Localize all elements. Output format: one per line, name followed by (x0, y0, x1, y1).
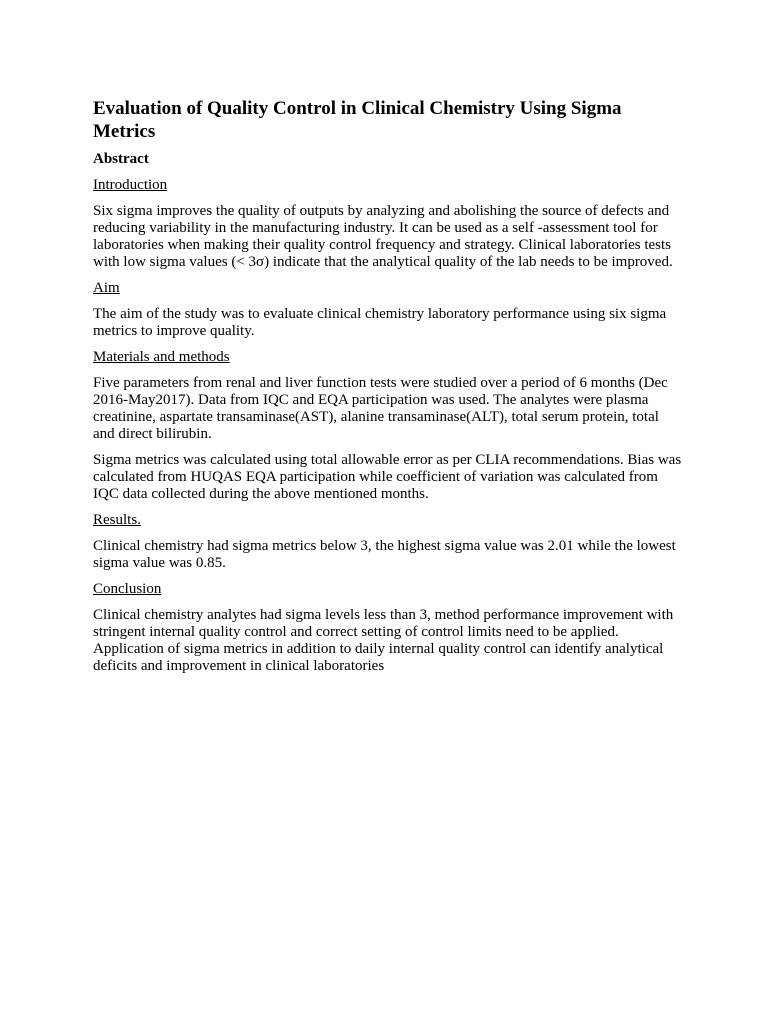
aim-heading: Aim (93, 280, 120, 296)
introduction-heading: Introduction (93, 177, 168, 193)
methods-heading: Materials and methods (93, 349, 230, 365)
aim-paragraph: The aim of the study was to evaluate clinical chemistry laboratory performance using six sigma metrics to improve quality. (93, 306, 667, 339)
methods-paragraph-1: Five parameters from renal and liver function tests were studied over a period of 6 months (Dec 2016-May2017). Data from IQC and EQA participation was used. The analytes were plasma creatinine, aspartate transaminase(AST), alanine transaminase(ALT), total serum protein, total and direct bilirubin. (93, 375, 668, 442)
document-page (93, 97, 683, 684)
abstract-label: Abstract (93, 151, 149, 167)
results-heading: Results. (93, 512, 141, 528)
introduction-paragraph: Six sigma improves the quality of outputs by analyzing and abolishing the source of defects and reducing variability in the manufacturing industry. It can be used as a self -assessment tool for laboratories when making their quality control frequency and strategy. Clinical laboratories tests with low sigma values (< 3σ) indicate that the analytical quality of the lab needs to be improved. (93, 203, 673, 270)
document-title: Evaluation of Quality Control in Clinical Chemistry Using Sigma Metrics (93, 98, 622, 142)
results-paragraph: Clinical chemistry had sigma metrics below 3, the highest sigma value was 2.01 while the lowest sigma value was 0.85. (93, 538, 676, 571)
methods-paragraph-2: Sigma metrics was calculated using total allowable error as per CLIA recommendations. Bias was calculated from HUQAS EQA participation while coefficient of variation was calculated from IQC data collected during the above mentioned months. (93, 452, 682, 502)
conclusion-heading: Conclusion (93, 581, 162, 597)
conclusion-paragraph: Clinical chemistry analytes had sigma levels less than 3, method performance improvement with stringent internal quality control and correct setting of control limits need to be applied. Application of sigma metrics in addition to daily internal quality control can identify analytical deficits and improvement in clinical laboratories (93, 607, 674, 674)
